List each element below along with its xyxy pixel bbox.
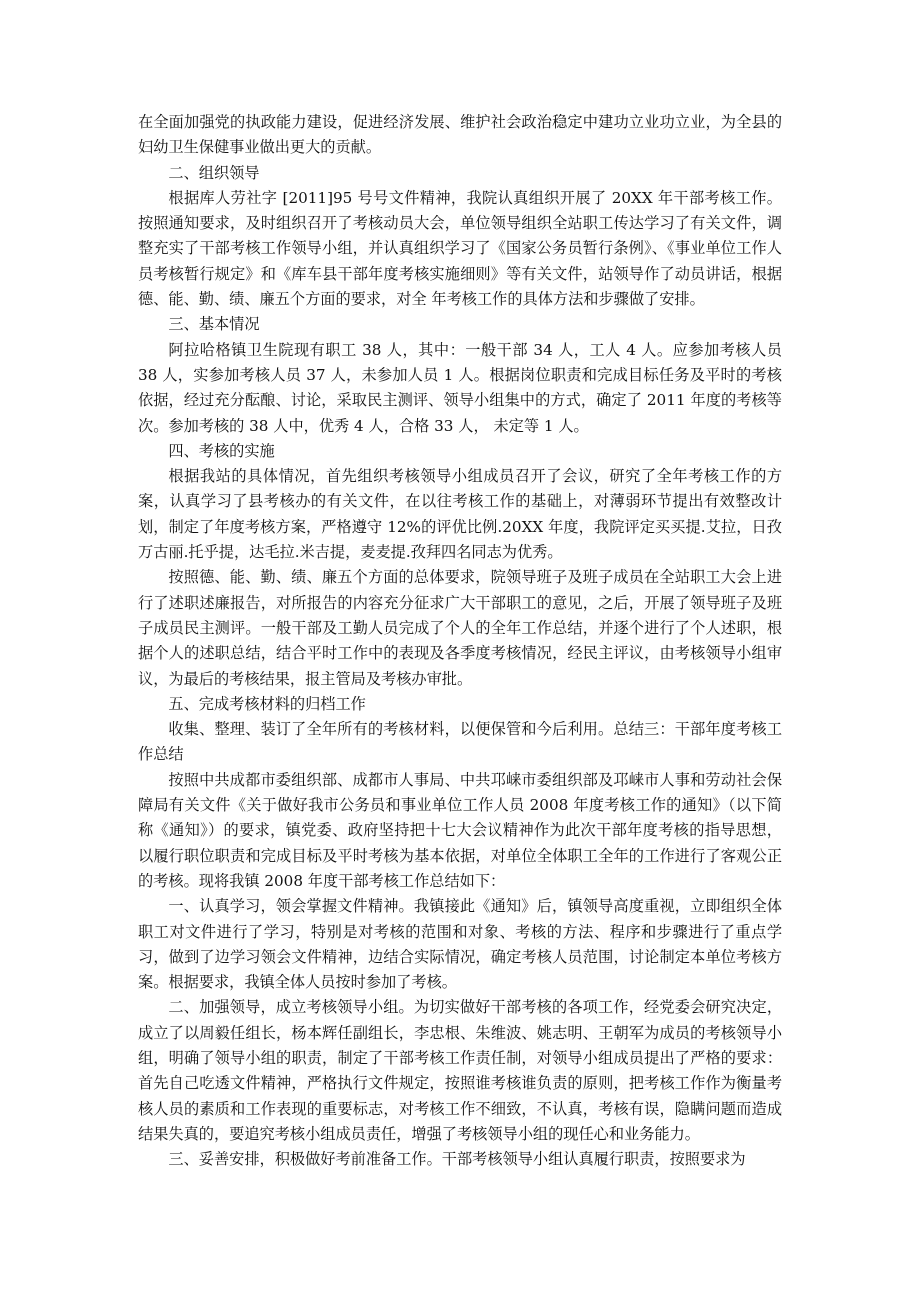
section-heading: 五、完成考核材料的归档工作 xyxy=(168,694,366,713)
section-heading: 三、基本情况 xyxy=(168,315,260,334)
paragraph: 根据库人劳社字 [2011]95 号号文件精神，我院认真组织开展了 20XX 年干部考核工作。按照通知要求，及时组织召开了考核动员大会，单位领导组织全站职工传达学习了有关文件，调整充实了干部考核工作领导小组，并认真组织学习了《国家公务员暂行条例》、《事业单位工作人员考核暂行规定》和《库车县干部年度考核实施细则》等有关文件，站领导作了动员讲话，根据德、能、勤、绩、廉五个方面的要求，对全 年考核工作的具体方法和步骤做了安排。 xyxy=(138,188,782,309)
section-heading: 二、组织领导 xyxy=(168,163,260,182)
paragraph: 阿拉哈格镇卫生院现有职工 38 人，其中：一般干部 34 人，工人 4 人。应参加考核人员 38 人，实参加考核人员 37 人，未参加人员 1 人。根据岗位职责和完成目标任务及平时的考核依据，经过充分酝酿、讨论，采取民主测评、领导小组集中的方式，确定了 2011 年度的考核等次。参加考核的 38 人中，优秀 4 人，合格 33 人， 未定等 1 人。 xyxy=(138,340,782,435)
paragraph: 收集、整理、装订了全年所有的考核材料，以便保管和今后利用。总结三：干部年度考核工作总结 xyxy=(138,720,782,764)
paragraph: 在全面加强党的执政能力建设，促进经济发展、维护社会政治稳定中建功立业功立业，为全县的妇幼卫生保健事业做出更大的贡献。 xyxy=(138,113,782,157)
section-heading: 四、考核的实施 xyxy=(168,441,275,460)
document-body xyxy=(138,110,782,1172)
paragraph: 按照中共成都市委组织部、成都市人事局、中共邛崃市委组织部及邛崃市人事和劳动社会保障局有关文件《关于做好我市公务员和事业单位工作人员 2008 年度考核工作的通知》（以下简称《通知》）的要求，镇党委、政府坚持把十七大会议精神作为此次干部年度考核的指导思想，以履行职位职责和完成目标及平时考核为基本依据，对单位全体职工全年的工作进行了客观公正的考核。现将我镇 2008 年度干部考核工作总结如下： xyxy=(138,770,782,890)
paragraph: 根据我站的具体情况，首先组织考核领导小组成员召开了会议，研究了全年考核工作的方案，认真学习了县考核办的有关文件，在以往考核工作的基础上，对薄弱环节提出有效整改计划，制定了年度考核方案，严格遵守 12%的评优比例.20XX 年度，我院评定买买提.艾拉，日孜万古丽.托乎提，达毛拉.米吉提，麦麦提.孜拜四名同志为优秀。 xyxy=(138,467,782,562)
paragraph: 按照德、能、勤、绩、廉五个方面的总体要求，院领导班子及班子成员在全站职工大会上进行了述职述廉报告，对所报告的内容充分征求广大干部职工的意见，之后，开展了领导班子及班子成员民主测评。一般干部及工勤人员完成了个人的全年工作总结，并逐个进行了个人述职，根据个人的述职总结，结合平时工作中的表现及各季度考核情况，经民主评议，由考核领导小组审议，为最后的考核结果，报主管局及考核办审批。 xyxy=(138,568,782,688)
paragraph: 三、妥善安排，积极做好考前准备工作。干部考核领导小组认真履行职责，按照要求为 xyxy=(168,1150,746,1169)
paragraph: 一、认真学习，领会掌握文件精神。我镇接此《通知》后，镇领导高度重视，立即组织全体职工对文件进行了学习，特别是对考核的范围和对象、考核的方法、程序和步骤进行了重点学习，做到了边学习领会文件精神，边结合实际情况，确定考核人员范围，讨论制定本单位考核方案。根据要求，我镇全体人员按时参加了考核。 xyxy=(138,897,782,992)
paragraph: 二、加强领导，成立考核领导小组。为切实做好干部考核的各项工作，经党委会研究决定，成立了以周毅任组长，杨本辉任副组长，李忠根、朱维波、姚志明、王朝军为成员的考核领导小组，明确了领导小组的职责，制定了干部考核工作责任制，对领导小组成员提出了严格的要求：首先自己吃透文件精神，严格执行文件规定，按照谁考核谁负责的原则，把考核工作作为衡量考核人员的素质和工作表现的重要标志，对考核工作不细致，不认真，考核有误，隐瞒问题而造成结果失真的，要追究考核小组成员责任，增强了考核领导小组的现任心和业务能力。 xyxy=(138,998,782,1143)
